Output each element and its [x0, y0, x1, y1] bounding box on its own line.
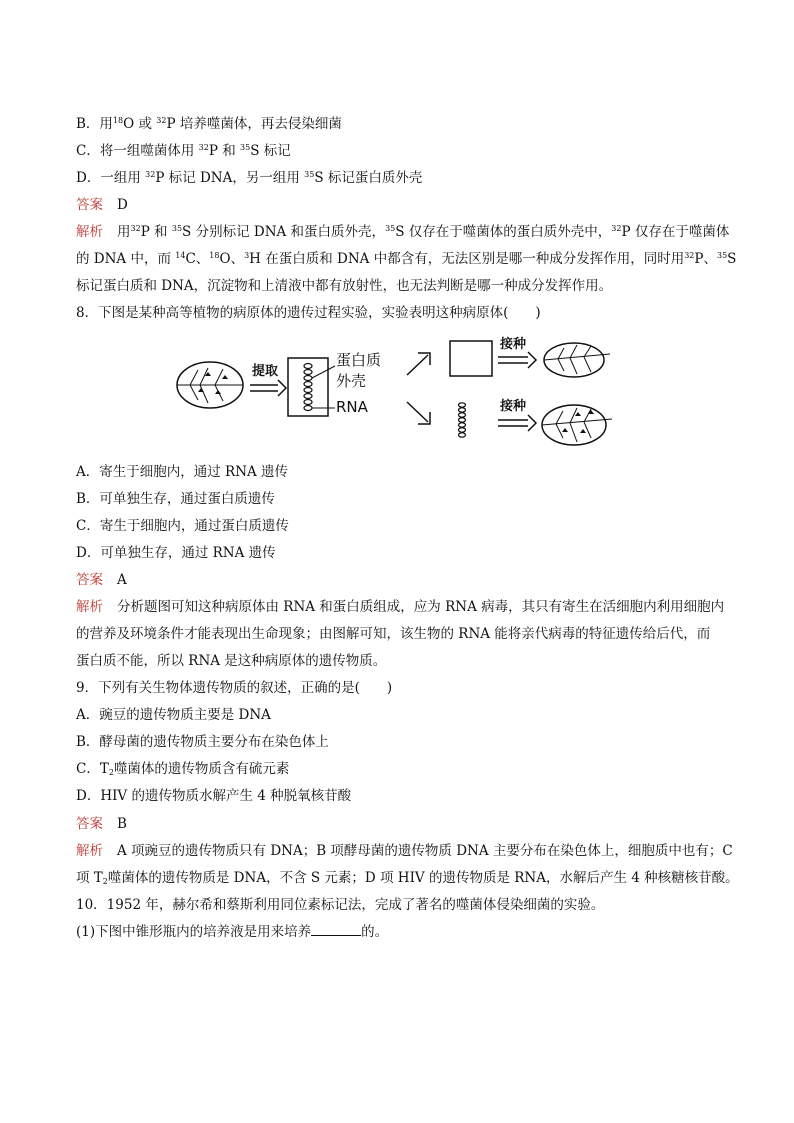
diagonal-down-arrow-icon: [407, 402, 430, 424]
protein-coat-label-line1: 蛋白质: [336, 351, 382, 369]
protein-pointer-line: [312, 366, 335, 378]
q9-option-a: A．豌豆的遗传物质主要是 DNA: [76, 707, 271, 723]
explanation-line-6: 蛋白质不能，所以 RNA 是这种病原体的遗传物质。: [76, 653, 387, 669]
explanation-line-3: 标记蛋白质和 DNA，沉淀物和上清液中都有放射性，也无法判断是哪一种成分发挥作用。: [76, 278, 613, 294]
explanation-line-2: 的 DNA 中，而 $^{14}$C、$^{18}$O、$^3$H 在蛋白质和 DNA 中都含有，无法区别是哪一种成分发挥作用，同时用$^{32}$P、$^{35}$S: [76, 251, 737, 267]
answer-line-3: 答案 B: [76, 816, 127, 832]
q8-option-c: C．寄生于细胞内，通过蛋白质遗传: [76, 518, 289, 534]
rna-label: RNA: [336, 398, 368, 416]
q9-option-c: C．$T_2$噬菌体的遗传物质含有硫元素: [76, 761, 290, 777]
empty-result-box: [450, 341, 492, 376]
extract-arrow-icon: [250, 380, 286, 396]
inoculate-arrow-top-icon: [498, 352, 536, 368]
question-10-part-1: (1)下图中锥形瓶内的培养液是用来培养 的。: [76, 924, 389, 940]
question-8: 8．下图是某种高等植物的病原体的遗传过程实验，实验表明这种病原体( ): [76, 305, 541, 321]
question-10: 10．1952 年，赫尔希和蔡斯利用同位素标记法，完成了著名的噬菌体侵染细菌的实验。: [76, 897, 605, 913]
inoculate-arrow-bottom-icon: [498, 415, 536, 431]
fill-in-blank[interactable]: [311, 923, 361, 936]
rna-coil-icon: [459, 403, 466, 437]
extract-label: 提取: [252, 364, 279, 379]
explanation-line-5: 的营养及环境条件才能表现出生命现象；由图解可知，该生物的 RNA 能将亲代病毒的特征遗传给后代，而: [76, 626, 711, 642]
protein-coat-label-line2: 外壳: [336, 372, 367, 390]
question-9: 9．下列有关生物体遗传物质的叙述，正确的是( ): [76, 680, 393, 696]
answer-line-1: 答案 D: [76, 197, 128, 213]
explanation-line-1: 解析 用$^{32}$P 和 $^{35}$S 分别标记 DNA 和蛋白质外壳，$^{35}$S 仅存在于噬菌体的蛋白质外壳中，$^{32}$P 仅存在于噬菌体: [76, 224, 730, 240]
inoculate-label-top: 接种: [500, 337, 527, 352]
inoculate-label-bottom: 接种: [500, 399, 527, 414]
answer-line-2: 答案 A: [76, 572, 127, 588]
infected-leaf-right-icon: [542, 405, 612, 445]
q8-option-b: B．可单独生存，通过蛋白质遗传: [76, 491, 275, 507]
infected-leaf-left-icon: [177, 362, 243, 408]
explanation-line-8: 项 $T_2$噬菌体的遗传物质是 DNA，不含 S 元素；D 项 HIV 的遗传物质是 RNA，水解后产生 4 种核糖核苷酸。: [76, 870, 739, 886]
healthy-leaf-icon: [544, 343, 610, 377]
q9-option-d: D．HIV 的遗传物质水解产生 4 种脱氧核苷酸: [76, 788, 352, 804]
option-c-line: C．将一组噬菌体用 $^{32}$P 和 $^{35}$S 标记: [76, 143, 291, 159]
explanation-line-7: 解析 A 项豌豆的遗传物质只有 DNA；B 项酵母菌的遗传物质 DNA 主要分布在染色体上，细胞质中也有；C: [76, 843, 733, 859]
diagonal-up-arrow-icon: [407, 353, 430, 375]
q9-option-b: B．酵母菌的遗传物质主要分布在染色体上: [76, 734, 329, 750]
q8-option-a: A．寄生于细胞内，通过 RNA 遗传: [76, 464, 289, 480]
pathogen-experiment-figure: [170, 330, 620, 450]
option-d-line: D．一组用 $^{32}$P 标记 DNA，另一组用 $^{35}$S 标记蛋白质外壳: [76, 170, 423, 186]
q8-option-d: D．可单独生存，通过 RNA 遗传: [76, 545, 276, 561]
option-b-line: B．用$^{18}$O 或 $^{32}$P 培养噬菌体，再去侵染细菌: [76, 116, 342, 132]
virus-coil-icon: [304, 364, 312, 411]
explanation-line-4: 解析 分析题图可知这种病原体由 RNA 和蛋白质组成，应为 RNA 病毒，其只有寄生在活细胞内利用细胞内: [76, 599, 725, 615]
